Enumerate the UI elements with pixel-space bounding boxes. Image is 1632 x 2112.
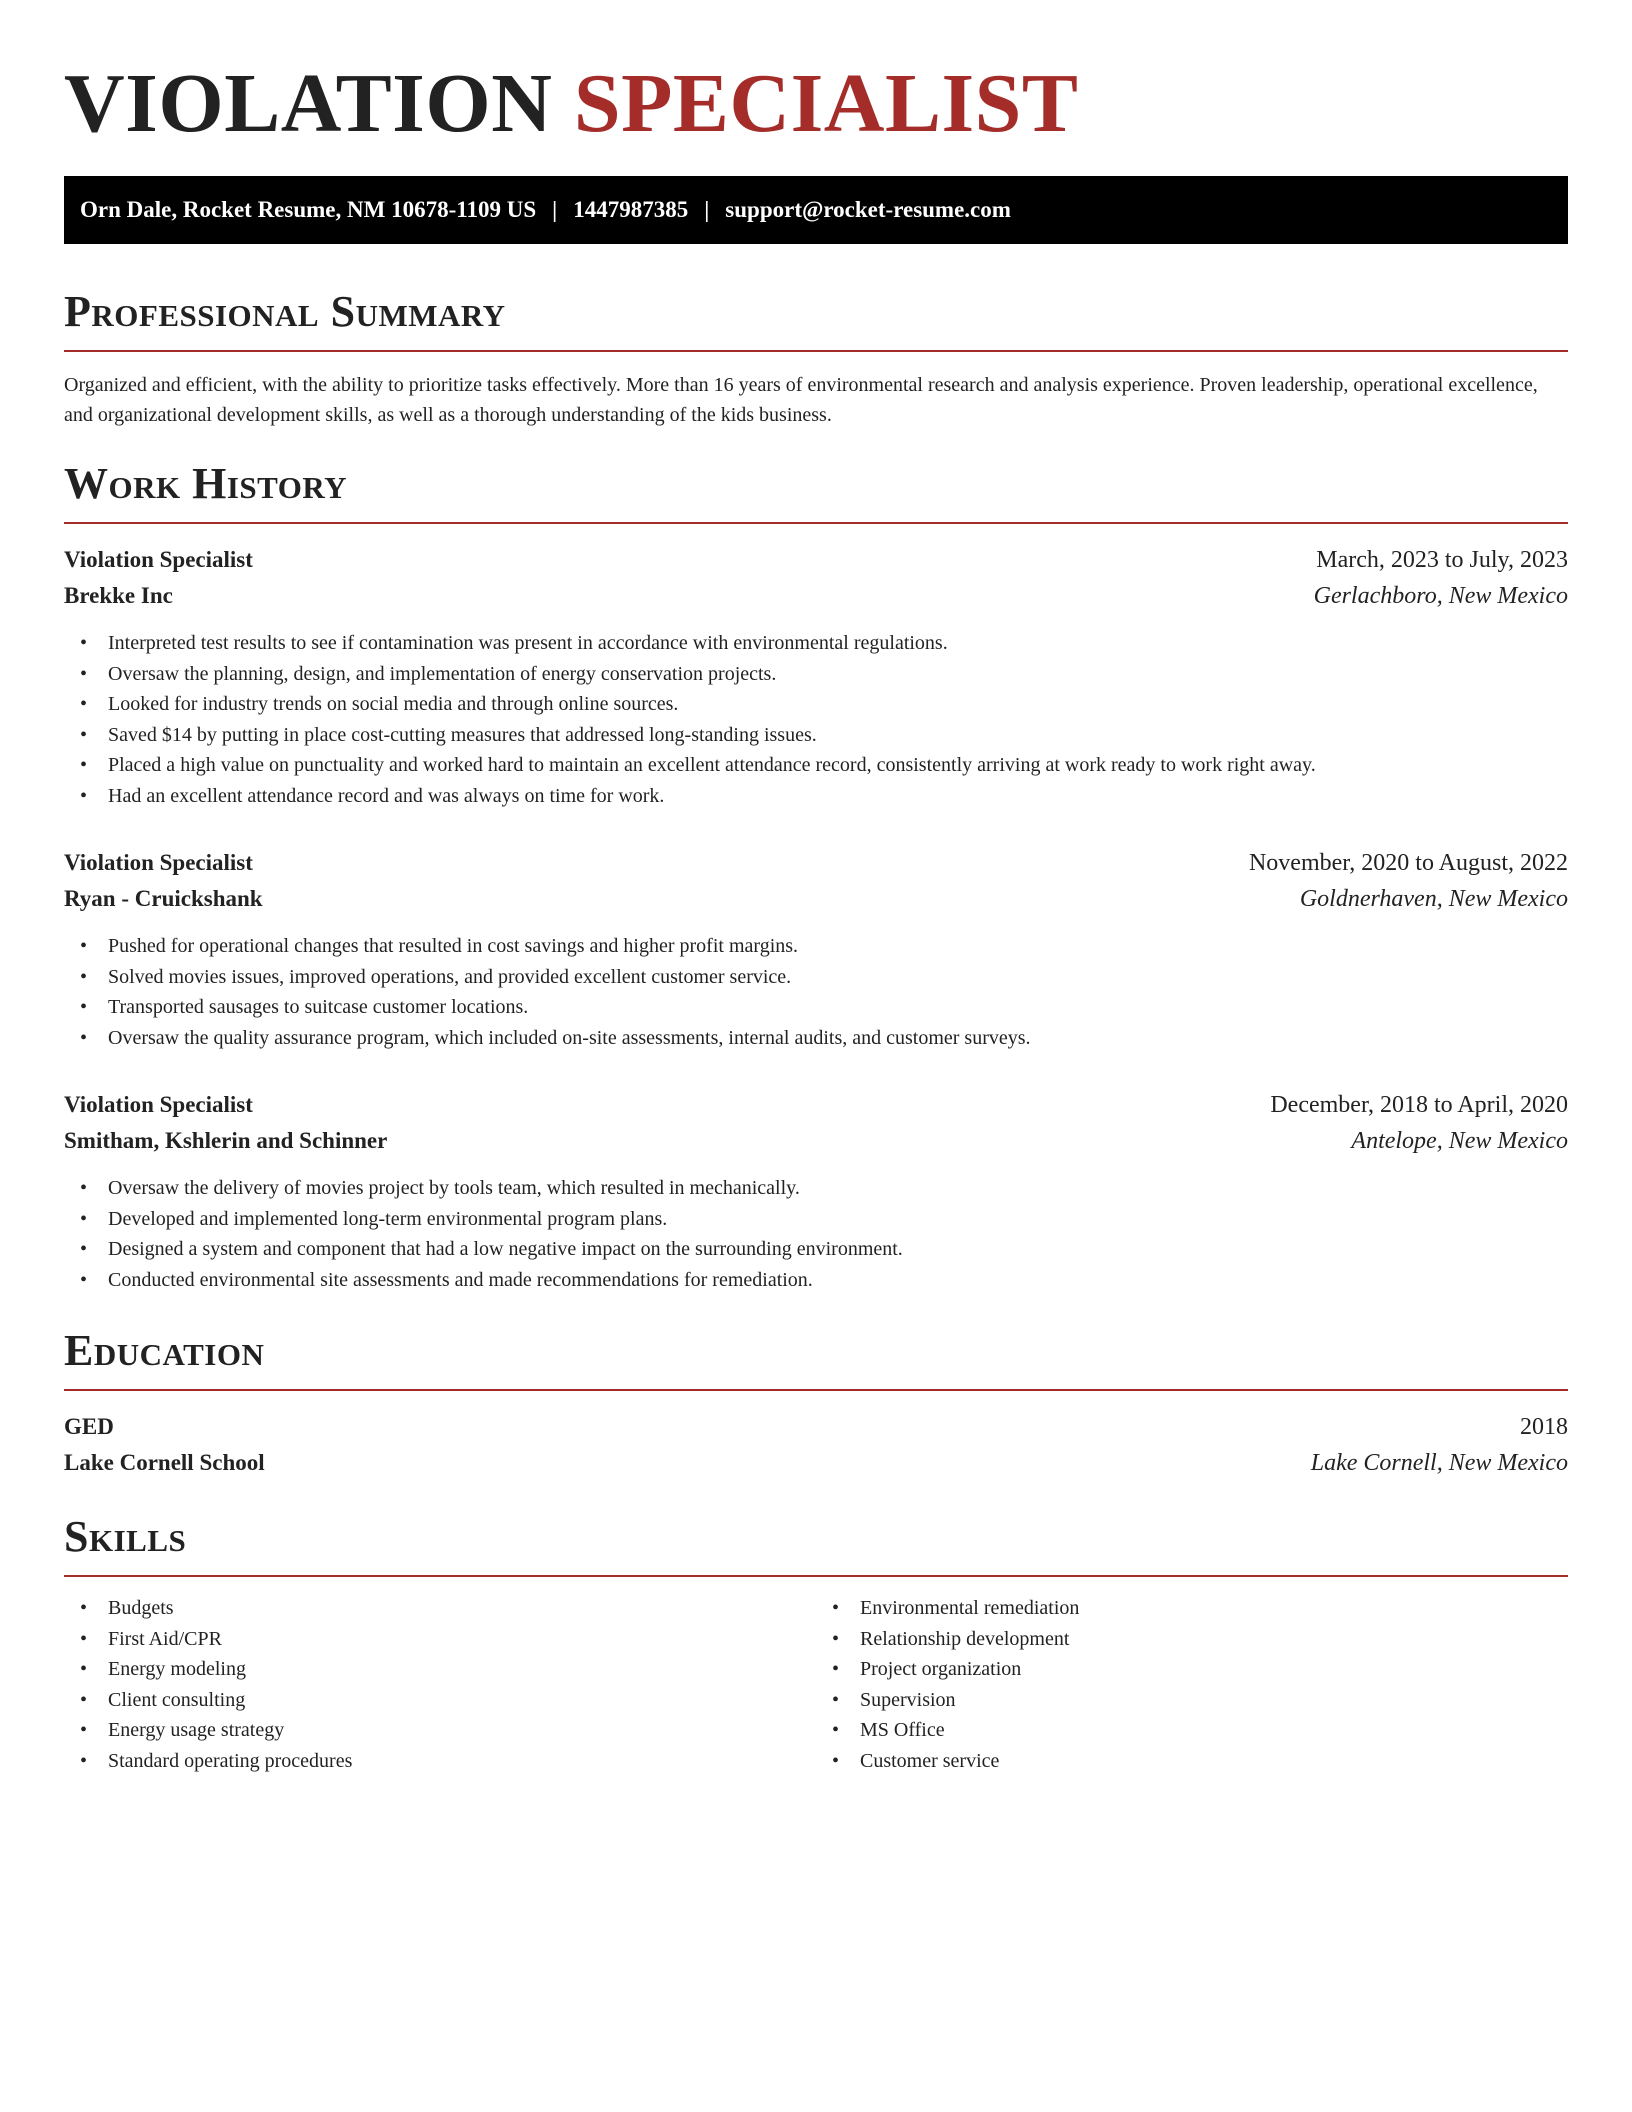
contact-phone: 1447987385: [573, 197, 689, 222]
section-title-skills: Skills: [64, 1512, 187, 1561]
section-title-summary: Professional Summary: [64, 287, 506, 336]
skills-list-right: [816, 1593, 1568, 1776]
skill-item: • First Aid/CPR: [64, 1624, 816, 1655]
list-item: • Placed a high value on punctuality and worked hard to maintain an excellent attendance record, consistently arriving at work ready to work right away.: [64, 750, 1568, 781]
resume-name: [64, 56, 1568, 152]
job-role: Violation Specialist: [64, 1092, 253, 1117]
list-item: • Developed and implemented long-term environmental program plans.: [64, 1204, 1568, 1235]
skill-item: • MS Office: [816, 1715, 1568, 1746]
skill-item: • Energy modeling: [64, 1654, 816, 1685]
section-title-education: Education: [64, 1326, 265, 1375]
contact-email: support@rocket-resume.com: [725, 197, 1011, 222]
job-role: Violation Specialist: [64, 850, 253, 875]
list-item: • Conducted environmental site assessments and made recommendations for remediation.: [64, 1265, 1568, 1296]
job-entry: [64, 542, 1568, 811]
name-last: SPECIALIST: [573, 57, 1079, 150]
skill-item: • Environmental remediation: [816, 1593, 1568, 1624]
list-item: • Interpreted test results to see if contamination was present in accordance with environmental regulations.: [64, 628, 1568, 659]
section-divider: [64, 1389, 1568, 1391]
skills-section: [64, 1511, 1568, 1776]
skill-item: • Relationship development: [816, 1624, 1568, 1655]
summary-section: [64, 286, 1568, 430]
list-item: • Saved $14 by putting in place cost-cutting measures that addressed long-standing issues.: [64, 720, 1568, 751]
job-location: Goldnerhaven, New Mexico: [1299, 886, 1568, 912]
education-location: Lake Cornell, New Mexico: [1310, 1450, 1568, 1476]
skills-list-left: [64, 1593, 816, 1776]
job-location: Gerlachboro, New Mexico: [1313, 583, 1568, 609]
contact-address: Orn Dale, Rocket Resume, NM 10678-1109 US: [80, 197, 537, 222]
list-item: • Solved movies issues, improved operations, and provided excellent customer service.: [64, 962, 1568, 993]
job-entry: [64, 845, 1568, 1053]
job-entry: [64, 1087, 1568, 1295]
education-school: Lake Cornell School: [64, 1450, 265, 1475]
work-history-section: [64, 458, 1568, 1295]
education-degree: GED: [64, 1414, 114, 1439]
skill-item: • Client consulting: [64, 1685, 816, 1716]
job-dates: March, 2023 to July, 2023: [1316, 547, 1568, 573]
education-section: [64, 1325, 1568, 1481]
job-company: Brekke Inc: [64, 583, 173, 608]
section-title-work-history: Work History: [64, 459, 348, 508]
list-item: • Looked for industry trends on social media and through online sources.: [64, 689, 1568, 720]
skill-item: • Project organization: [816, 1654, 1568, 1685]
skill-item: • Standard operating procedures: [64, 1746, 816, 1777]
contact-separator: |: [552, 197, 558, 222]
job-company: Ryan - Cruickshank: [64, 886, 263, 911]
skill-item: • Supervision: [816, 1685, 1568, 1716]
job-dates: November, 2020 to August, 2022: [1248, 850, 1568, 876]
name-first: VIOLATION: [64, 57, 553, 150]
contact-bar: [64, 176, 1568, 244]
summary-text: Organized and efficient, with the ability to prioritize tasks effectively. More than 16 years of environmental research and analysis experience. Proven leadership, operational excellence, and organizational development skills, as well as a thorough understanding of the kids business.: [64, 374, 1538, 426]
job-company: Smitham, Kshlerin and Schinner: [64, 1128, 388, 1153]
skill-item: • Budgets: [64, 1593, 816, 1624]
job-bullets: [64, 1173, 1568, 1295]
job-bullets: [64, 931, 1568, 1053]
section-divider: [64, 350, 1568, 352]
list-item: • Oversaw the delivery of movies project by tools team, which resulted in mechanically.: [64, 1173, 1568, 1204]
skills-columns: [64, 1593, 1568, 1776]
section-divider: [64, 522, 1568, 524]
skill-item: • Customer service: [816, 1746, 1568, 1777]
education-year: 2018: [1520, 1414, 1568, 1440]
list-item: • Oversaw the planning, design, and implementation of energy conservation projects.: [64, 659, 1568, 690]
skill-item: • Energy usage strategy: [64, 1715, 816, 1746]
job-location: Antelope, New Mexico: [1351, 1128, 1568, 1154]
education-entry: [64, 1409, 1568, 1481]
contact-separator: |: [704, 197, 710, 222]
list-item: • Designed a system and component that had a low negative impact on the surrounding environment.: [64, 1234, 1568, 1265]
list-item: • Oversaw the quality assurance program, which included on-site assessments, internal audits, and customer surveys.: [64, 1023, 1568, 1054]
job-bullets: [64, 628, 1568, 811]
list-item: • Pushed for operational changes that resulted in cost savings and higher profit margins.: [64, 931, 1568, 962]
job-dates: December, 2018 to April, 2020: [1270, 1092, 1568, 1118]
section-divider: [64, 1575, 1568, 1577]
list-item: • Had an excellent attendance record and was always on time for work.: [64, 781, 1568, 812]
job-role: Violation Specialist: [64, 547, 253, 572]
list-item: • Transported sausages to suitcase customer locations.: [64, 992, 1568, 1023]
